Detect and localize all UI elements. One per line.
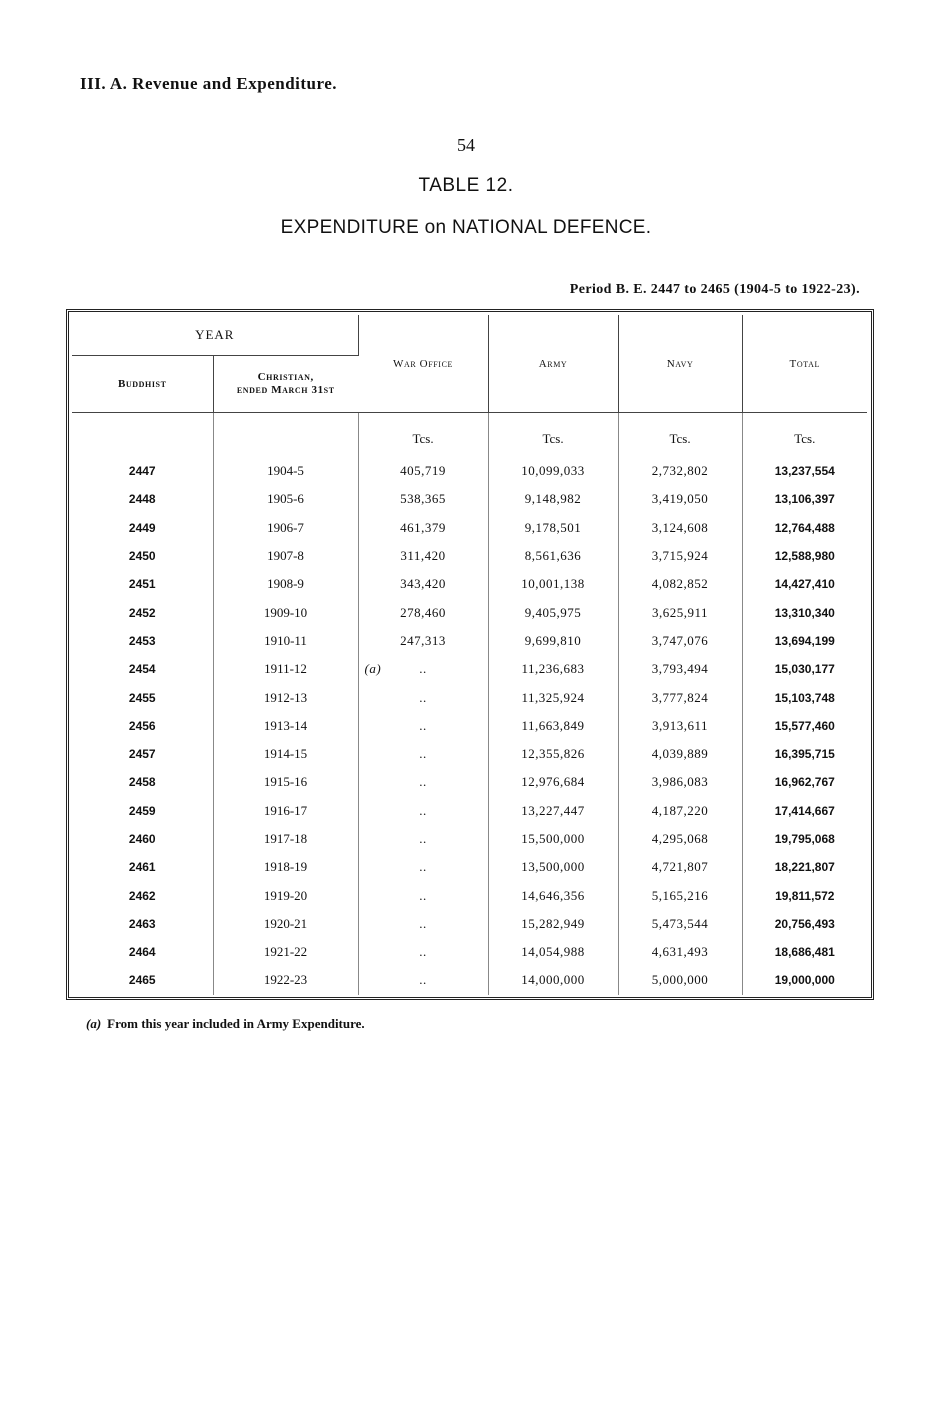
navy-value (618, 542, 742, 570)
buddhist-year-text: 2464 (128, 945, 156, 960)
buddhist-year-text: 2459 (128, 803, 156, 818)
navy-value-text: 4,039,889 (651, 746, 709, 762)
total-value (742, 712, 867, 740)
christian-year-text: 1904-5 (267, 463, 304, 479)
buddhist-year-text: 2456 (128, 718, 156, 733)
buddhist-year-text: 2463 (128, 916, 156, 931)
units-war-office: Tcs. (358, 413, 488, 458)
navy-value-text: 4,082,852 (651, 576, 709, 592)
war-office-value (358, 881, 488, 909)
navy-value-text: 5,000,000 (651, 972, 709, 988)
army-value (488, 825, 618, 853)
navy-value-text: 5,165,216 (651, 887, 709, 903)
buddhist-year (72, 853, 213, 881)
total-value-text: 18,686,481 (774, 945, 835, 960)
total-value (742, 740, 867, 768)
table-subtitle: EXPENDITURE on NATIONAL DEFENCE. (280, 217, 652, 238)
army-value (488, 910, 618, 938)
christian-year-text: 1921-22 (263, 944, 308, 960)
total-value-text: 12,588,980 (774, 549, 835, 564)
war-office-value-text: 278,460 (400, 604, 446, 620)
army-value-text: 14,054,988 (521, 944, 585, 960)
war-office-value-text: .. (419, 774, 427, 790)
total-value-text: 19,811,572 (775, 888, 835, 903)
footnote (86, 1016, 365, 1032)
total-value (742, 797, 867, 825)
total-value-text: 16,962,767 (774, 775, 835, 790)
army-value (488, 485, 618, 513)
navy-value-text: 3,777,824 (651, 689, 709, 705)
christian-year (213, 910, 358, 938)
army-value-text: 11,325,924 (521, 689, 585, 705)
war-office-value (358, 825, 488, 853)
buddhist-year (72, 797, 213, 825)
christian-header-line1: Christian, (257, 371, 314, 383)
war-office-value-text: .. (419, 972, 427, 988)
war-office-value (358, 966, 488, 994)
total-value-text: 16,395,715 (774, 747, 835, 762)
army-value-text: 15,500,000 (521, 831, 585, 846)
army-value-text: 8,561,636 (524, 548, 582, 564)
christian-year (213, 938, 358, 966)
total-value (742, 655, 867, 683)
total-value-text: 19,795,068 (774, 832, 835, 846)
table-body (72, 413, 867, 995)
total-value-text: 12,764,488 (774, 520, 835, 535)
buddhist-year-text: 2465 (128, 973, 156, 988)
war-office-value (358, 938, 488, 966)
navy-value-text: 3,913,611 (652, 717, 709, 733)
total-value (742, 768, 867, 796)
total-value (742, 598, 867, 626)
buddhist-year (72, 627, 213, 655)
table-row (72, 683, 867, 711)
war-office-value-text: .. (419, 915, 427, 931)
total-value (742, 457, 867, 485)
army-value-text: 10,001,138 (521, 576, 585, 592)
army-header: Army (488, 315, 618, 413)
navy-header: Navy (618, 315, 742, 413)
christian-year (213, 485, 358, 513)
total-value (742, 485, 867, 513)
war-office-value-text: 247,313 (400, 632, 446, 648)
units-total: Tcs. (794, 431, 816, 446)
christian-year-text: 1911-12 (264, 661, 307, 677)
army-value-text: 12,976,684 (521, 774, 585, 790)
buddhist-year (72, 910, 213, 938)
table-row (72, 457, 867, 485)
period-caption: Period B. E. 2447 to 2465 (1904-5 to 1922-23). (569, 282, 860, 297)
table-row (72, 514, 867, 542)
buddhist-year-text: 2462 (128, 888, 156, 903)
navy-value-text: 2,732,802 (651, 463, 709, 479)
table-row (72, 966, 867, 994)
table-row (72, 740, 867, 768)
christian-header (213, 356, 358, 413)
navy-value (618, 514, 742, 542)
army-value (488, 542, 618, 570)
navy-value (618, 485, 742, 513)
christian-year-text: 1908-9 (267, 576, 304, 592)
war-office-value (358, 598, 488, 626)
navy-value (618, 797, 742, 825)
christian-year-text: 1913-14 (263, 717, 308, 733)
war-office-value-text: .. (419, 831, 427, 846)
navy-value (618, 966, 742, 994)
christian-year (213, 570, 358, 598)
table-row (72, 627, 867, 655)
navy-value (618, 825, 742, 853)
christian-year-text: 1918-19 (263, 859, 308, 875)
table-row (72, 655, 867, 683)
expenditure-table (72, 315, 867, 995)
table-row (72, 938, 867, 966)
army-value-text: 9,148,982 (524, 491, 582, 507)
total-value (742, 966, 867, 994)
buddhist-year (72, 938, 213, 966)
christian-year-text: 1912-13 (263, 689, 308, 705)
buddhist-year-text: 2457 (128, 747, 156, 762)
navy-value (618, 655, 742, 683)
navy-value-text: 4,187,220 (651, 802, 709, 818)
navy-value (618, 938, 742, 966)
army-value (488, 853, 618, 881)
table-title: TABLE 12. (418, 175, 514, 196)
buddhist-year (72, 542, 213, 570)
units-navy: Tcs. (618, 413, 742, 458)
army-value-text: 9,699,810 (524, 632, 582, 648)
war-office-value-text: .. (419, 746, 427, 762)
units-army: Tcs. (488, 413, 618, 458)
total-header: Total (742, 315, 867, 413)
navy-value-text: 3,419,050 (651, 491, 709, 507)
christian-year (213, 740, 358, 768)
page-number: 54 (457, 135, 475, 155)
war-office-value (358, 570, 488, 598)
war-office-value-text: 311,420 (400, 548, 446, 564)
christian-year-text: 1916-17 (263, 802, 308, 818)
war-office-value-text: 461,379 (400, 519, 446, 535)
navy-value (618, 598, 742, 626)
total-value-text: 15,103,748 (774, 690, 835, 705)
buddhist-year (72, 514, 213, 542)
buddhist-year (72, 825, 213, 853)
buddhist-year-text: 2449 (128, 520, 156, 535)
footnote-text: From this year included in Army Expenditure. (107, 1016, 365, 1031)
navy-value-text: 4,631,493 (651, 944, 709, 960)
table-row (72, 485, 867, 513)
total-value (742, 938, 867, 966)
total-value (742, 683, 867, 711)
buddhist-year (72, 881, 213, 909)
table-row (72, 853, 867, 881)
war-office-value-text: 343,420 (400, 576, 446, 592)
war-office-value (358, 655, 488, 683)
buddhist-year-text: 2448 (128, 492, 156, 507)
army-value (488, 938, 618, 966)
note-marker: (a) (364, 661, 382, 677)
table-row (72, 570, 867, 598)
army-value (488, 768, 618, 796)
war-office-value (358, 910, 488, 938)
war-office-value (358, 457, 488, 485)
christian-year-text: 1917-18 (263, 831, 308, 846)
buddhist-year (72, 966, 213, 994)
war-office-value-text: .. (419, 802, 427, 818)
christian-header-line2: ended March 31st (236, 384, 335, 396)
buddhist-year-text: 2451 (128, 577, 156, 592)
units-buddhist (72, 413, 213, 458)
war-office-value (358, 853, 488, 881)
war-office-value (358, 485, 488, 513)
war-office-value-text: .. (419, 944, 427, 960)
navy-value-text: 5,473,544 (651, 915, 709, 931)
units-row (72, 413, 867, 458)
war-office-value-text: 405,719 (400, 463, 446, 479)
war-office-value-text: .. (419, 859, 427, 875)
christian-year (213, 655, 358, 683)
army-value-text: 9,178,501 (524, 519, 582, 535)
navy-value-text: 4,295,068 (651, 831, 709, 846)
total-value-text: 13,310,340 (774, 605, 835, 620)
christian-year (213, 712, 358, 740)
christian-year (213, 881, 358, 909)
buddhist-year (72, 457, 213, 485)
table-row (72, 712, 867, 740)
christian-year (213, 598, 358, 626)
table-row (72, 598, 867, 626)
buddhist-year-text: 2450 (128, 549, 156, 564)
army-value (488, 712, 618, 740)
war-office-value (358, 740, 488, 768)
total-value (742, 627, 867, 655)
christian-year-text: 1905-6 (267, 491, 304, 507)
christian-year (213, 797, 358, 825)
navy-value-text: 3,986,083 (651, 774, 709, 790)
navy-value (618, 683, 742, 711)
army-value (488, 598, 618, 626)
army-value-text: 10,099,033 (521, 463, 585, 479)
army-value (488, 966, 618, 994)
total-value-text: 17,414,667 (774, 803, 835, 818)
war-office-value-text: 538,365 (400, 491, 446, 507)
army-value-text: 14,646,356 (521, 887, 585, 903)
buddhist-year-text: 2458 (128, 775, 156, 790)
navy-value-text: 3,715,924 (651, 548, 709, 564)
army-value (488, 797, 618, 825)
army-value (488, 514, 618, 542)
army-value-text: 15,282,949 (521, 915, 585, 931)
army-value (488, 655, 618, 683)
army-value-text: 14,000,000 (521, 972, 585, 988)
footnote-marker: (a) (86, 1016, 102, 1031)
table-row (72, 768, 867, 796)
total-value-text: 15,030,177 (774, 662, 835, 677)
total-value (742, 542, 867, 570)
christian-year (213, 627, 358, 655)
buddhist-year (72, 768, 213, 796)
navy-value (618, 457, 742, 485)
christian-year (213, 966, 358, 994)
navy-value (618, 881, 742, 909)
navy-value-text: 3,124,608 (651, 519, 709, 535)
buddhist-year-text: 2452 (128, 605, 156, 620)
total-value (742, 853, 867, 881)
war-office-value-text: .. (419, 887, 427, 903)
christian-year (213, 825, 358, 853)
table-row (72, 825, 867, 853)
army-value-text: 9,405,975 (524, 604, 582, 620)
table-row (72, 881, 867, 909)
army-value-text: 13,227,447 (521, 802, 585, 818)
total-value (742, 881, 867, 909)
christian-year (213, 768, 358, 796)
total-value-text: 20,756,493 (774, 916, 835, 931)
buddhist-year (72, 570, 213, 598)
navy-value (618, 712, 742, 740)
war-office-value (358, 768, 488, 796)
units-christian (213, 413, 358, 458)
war-office-value-text: .. (419, 661, 427, 677)
navy-value (618, 740, 742, 768)
total-value-text: 14,427,410 (774, 577, 835, 592)
army-value (488, 683, 618, 711)
buddhist-year (72, 598, 213, 626)
total-value-text: 13,106,397 (774, 492, 835, 507)
total-value (742, 514, 867, 542)
total-value-text: 13,694,199 (774, 633, 835, 648)
christian-year-text: 1922-23 (263, 972, 308, 988)
christian-year-text: 1907-8 (267, 548, 304, 564)
table-row (72, 797, 867, 825)
buddhist-year-text: 2454 (128, 662, 156, 677)
total-value-text: 13,237,554 (774, 464, 835, 479)
army-value-text: 12,355,826 (521, 746, 585, 762)
war-office-value (358, 514, 488, 542)
christian-year-text: 1906-7 (267, 519, 304, 535)
navy-value-text: 3,625,911 (652, 604, 709, 620)
buddhist-header: Buddhist (72, 356, 213, 413)
navy-value (618, 853, 742, 881)
christian-year (213, 457, 358, 485)
year-header: YEAR (72, 315, 358, 356)
christian-year (213, 542, 358, 570)
total-value (742, 825, 867, 853)
total-value-text: 15,577,460 (774, 718, 835, 733)
war-office-value-text: .. (419, 717, 427, 733)
buddhist-year (72, 655, 213, 683)
christian-year-text: 1914-15 (263, 746, 308, 762)
war-office-value (358, 797, 488, 825)
army-value-text: 11,663,849 (521, 717, 585, 733)
navy-value-text: 3,747,076 (651, 632, 709, 648)
christian-year (213, 683, 358, 711)
table-row (72, 910, 867, 938)
total-value (742, 910, 867, 938)
christian-year (213, 514, 358, 542)
buddhist-year-text: 2461 (128, 860, 156, 875)
navy-value (618, 768, 742, 796)
navy-value-text: 4,721,807 (651, 859, 709, 875)
navy-value-text: 3,793,494 (651, 661, 709, 677)
army-value-text: 13,500,000 (521, 859, 585, 875)
war-office-value-text: .. (419, 689, 427, 705)
christian-year (213, 853, 358, 881)
army-value-text: 11,236,683 (521, 661, 585, 677)
war-office-header: War Office (358, 315, 488, 413)
navy-value (618, 627, 742, 655)
navy-value (618, 570, 742, 598)
christian-year-text: 1909-10 (263, 604, 308, 620)
army-value (488, 740, 618, 768)
total-value-text: 18,221,807 (774, 860, 835, 875)
total-value (742, 570, 867, 598)
buddhist-year-text: 2460 (128, 832, 156, 846)
christian-year-text: 1910-11 (264, 632, 307, 648)
buddhist-year (72, 740, 213, 768)
war-office-value (358, 683, 488, 711)
buddhist-year (72, 712, 213, 740)
buddhist-year-text: 2453 (128, 633, 156, 648)
army-value (488, 457, 618, 485)
war-office-value (358, 712, 488, 740)
christian-year-text: 1919-20 (263, 887, 308, 903)
christian-year-text: 1920-21 (263, 915, 308, 931)
table-row (72, 542, 867, 570)
buddhist-year (72, 683, 213, 711)
army-value (488, 881, 618, 909)
buddhist-year-text: 2455 (128, 690, 156, 705)
war-office-value (358, 627, 488, 655)
buddhist-year (72, 485, 213, 513)
army-value (488, 570, 618, 598)
army-value (488, 627, 618, 655)
navy-value (618, 910, 742, 938)
war-office-value (358, 542, 488, 570)
buddhist-year-text: 2447 (128, 464, 156, 479)
table-header (72, 315, 867, 413)
christian-year-text: 1915-16 (263, 774, 308, 790)
total-value-text: 19,000,000 (774, 973, 835, 988)
section-title: III. A. Revenue and Expenditure. (80, 74, 338, 93)
